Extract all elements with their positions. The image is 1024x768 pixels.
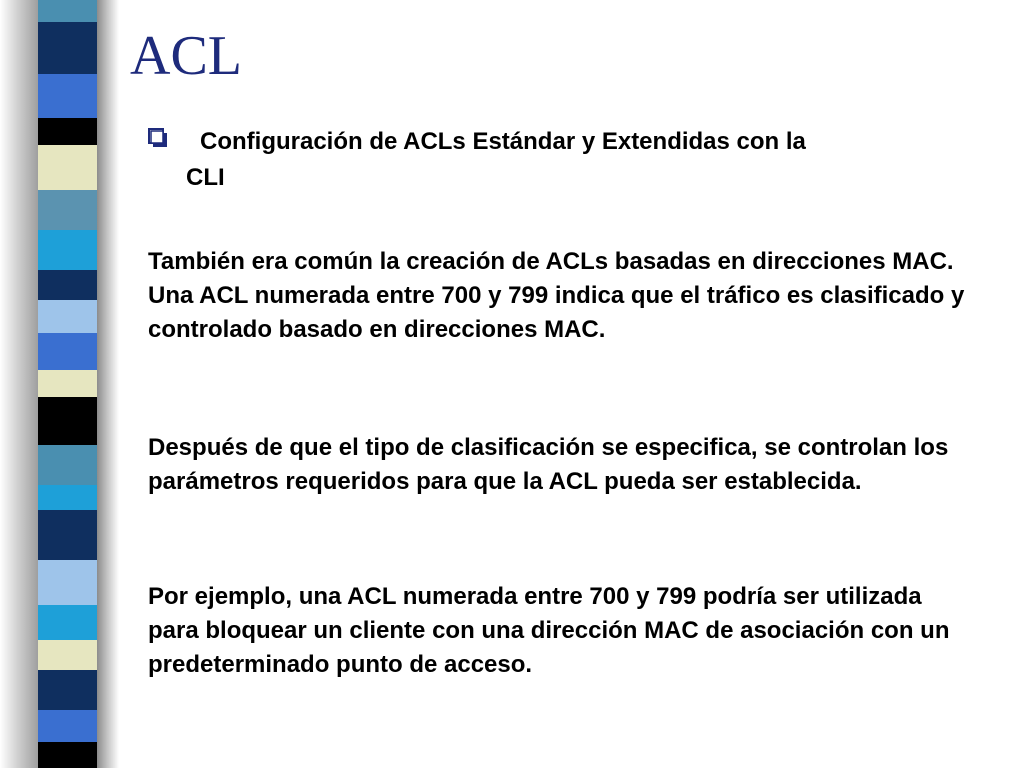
stripe-block: [38, 0, 98, 22]
decorative-stripe: [38, 0, 98, 768]
stripe-block: [38, 270, 98, 300]
stripe-block: [38, 74, 98, 118]
stripe-block: [38, 742, 98, 768]
slide-title: ACL: [130, 25, 242, 87]
stripe-block: [38, 670, 98, 710]
bullet-line-2: CLI: [186, 164, 225, 191]
paragraph-mac-acl: También era común la creación de ACLs basadas en direcciones MAC. Una ACL numerada entre 700 y 799 indica que el tráfico es clasificado y controlado basado en direcciones MAC.: [148, 248, 965, 343]
checkbox-bullet-icon: [148, 128, 168, 148]
stripe-block: [38, 333, 98, 370]
stripe-block: [38, 510, 98, 560]
stripe-block: [38, 190, 98, 230]
bullet-line-1: Configuración de ACLs Estándar y Extendidas con la: [200, 128, 806, 155]
stripe-block: [38, 397, 98, 445]
stripe-block: [38, 605, 98, 640]
bullet-item: [148, 124, 948, 196]
stripe-shadow-right: [97, 0, 119, 768]
stripe-block: [38, 300, 98, 333]
stripe-block: [38, 44, 98, 74]
bullet-text: [148, 124, 948, 196]
stripe-shadow-left: [0, 0, 40, 768]
stripe-block: [38, 230, 98, 270]
stripe-block: [38, 118, 98, 145]
stripe-block: [38, 370, 98, 397]
stripe-block: [38, 710, 98, 742]
stripe-block: [38, 640, 98, 670]
stripe-block: [38, 445, 98, 485]
paragraph-classification: Después de que el tipo de clasificación se especifica, se controlan los parámetros requeridos para que la ACL pueda ser establecida.: [148, 434, 949, 495]
stripe-block: [38, 485, 98, 510]
paragraph-example: Por ejemplo, una ACL numerada entre 700 y 799 podría ser utilizada para bloquear un cliente con una dirección MAC de asociación con un predeterminado punto de acceso.: [148, 583, 950, 678]
stripe-block: [38, 560, 98, 605]
stripe-block: [38, 22, 98, 44]
stripe-block: [38, 145, 98, 190]
